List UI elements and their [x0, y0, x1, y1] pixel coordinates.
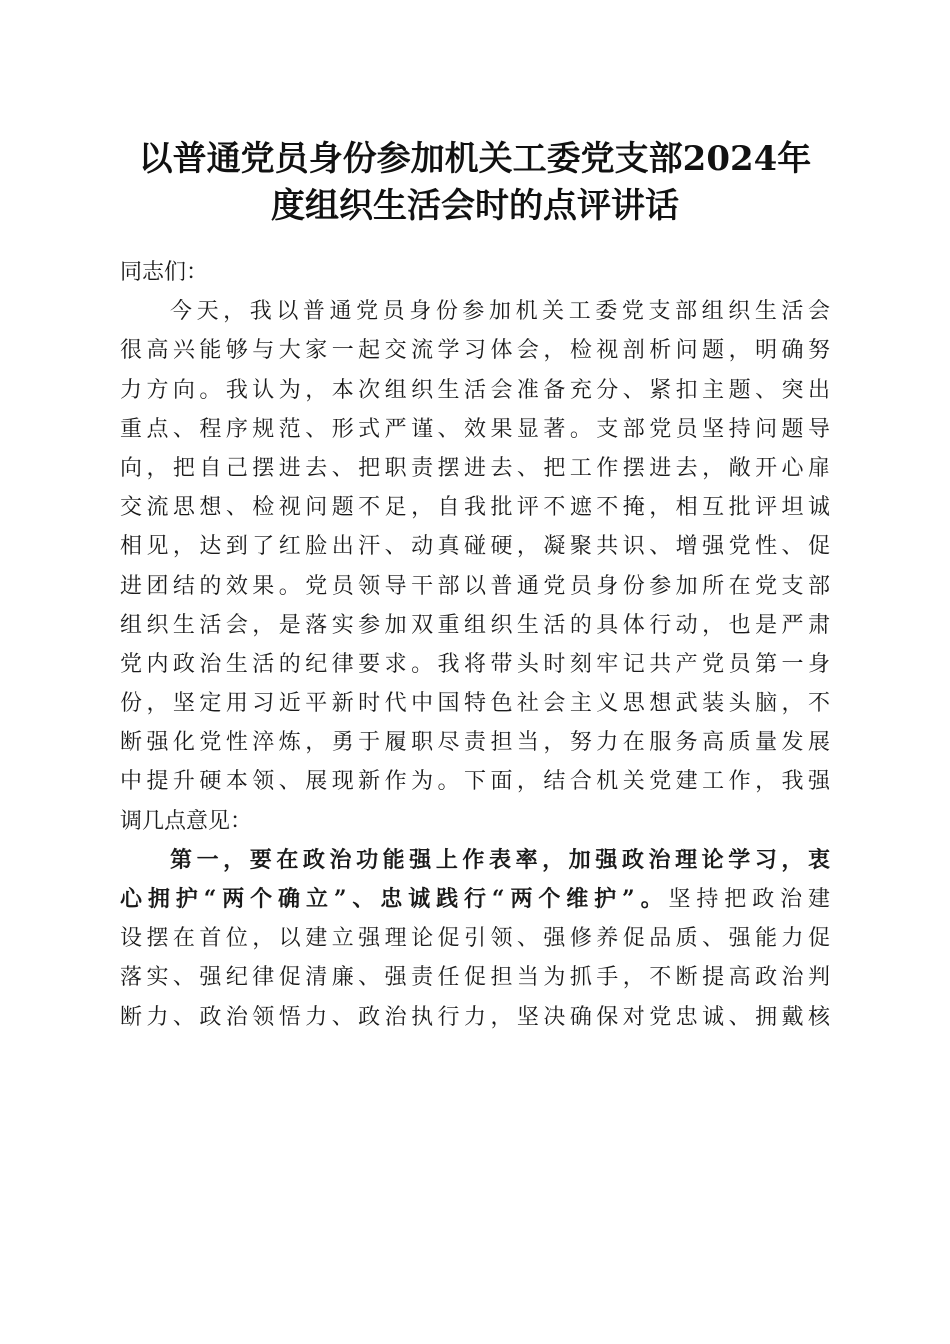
section-body-start: 坚持把政治建 [668, 887, 830, 912]
paragraph-line: 调几点意见： [120, 808, 253, 834]
title-line-1: 以普通党员身份参加机关工委党支部2024年 [138, 139, 812, 179]
section-heading-line: 第一，要在政治功能强上作表率，加强政治理论学习，衷 [170, 846, 830, 873]
paragraph-line: 进团结的效果。党员领导干部以普通党员身份参加所在党支部 [120, 573, 830, 599]
paragraph-line: 今天，我以普通党员身份参加机关工委党支部组织生活会 [170, 299, 830, 325]
section-heading-mixed-line [120, 880, 830, 919]
paragraph-line: 设摆在首位，以建立强理论促引领、强修养促品质、强能力促 [120, 926, 830, 952]
paragraph-line: 份，坚定用习近平新时代中国特色社会主义思想武装头脑，不 [120, 691, 830, 717]
title-line-2: 度组织生活会时的点评讲话 [271, 186, 679, 226]
salutation: 同志们： [120, 260, 209, 285]
paragraph-line: 断强化党性淬炼，勇于履职尽责担当，努力在服务高质量发展 [120, 730, 830, 756]
paragraph-line: 落实、强纪律促清廉、强责任促担当为抓手，不断提高政治判 [120, 965, 830, 991]
paragraph-line: 断力、政治领悟力、政治执行力，坚决确保对党忠诚、拥戴核 [120, 1004, 830, 1030]
paragraph-line: 很高兴能够与大家一起交流学习体会，检视剖析问题，明确努 [120, 338, 830, 364]
paragraph-line: 中提升硬本领、展现新作为。下面，结合机关党建工作，我强 [120, 769, 830, 795]
paragraph-line: 向，把自己摆进去、把职责摆进去、把工作摆进去，敞开心扉 [120, 455, 830, 481]
document-title [100, 136, 850, 230]
paragraph-line: 相见，达到了红脸出汗、动真碰硬，凝聚共识、增强党性、促 [120, 534, 830, 560]
paragraph-line: 组织生活会，是落实参加双重组织生活的具体行动，也是严肃 [120, 612, 830, 638]
paragraph-line: 交流思想、检视问题不足，自我批评不遮不掩，相互批评坦诚 [120, 495, 830, 521]
paragraph-line: 重点、程序规范、形式严谨、效果显著。支部党员坚持问题导 [120, 416, 830, 442]
paragraph-line: 党内政治生活的纪律要求。我将带头时刻牢记共产党员第一身 [120, 651, 830, 677]
section-heading-tail: 心拥护“两个确立”、忠诚践行“两个维护”。 [120, 886, 669, 912]
document-body [120, 253, 830, 1037]
paragraph-line: 力方向。我认为，本次组织生活会准备充分、紧扣主题、突出 [120, 377, 830, 403]
